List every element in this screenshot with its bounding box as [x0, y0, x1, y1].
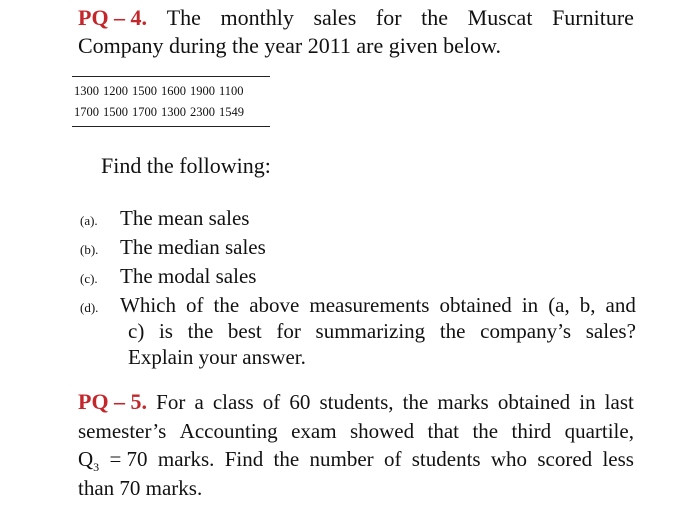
- table-cell: 1549: [219, 105, 244, 119]
- word: the: [187, 319, 214, 343]
- word: of: [186, 293, 204, 317]
- table-cell: 1300: [161, 105, 186, 119]
- word: b,: [579, 293, 596, 317]
- word: The: [166, 5, 201, 30]
- part-letter: (a).: [80, 213, 98, 228]
- table-row: [74, 102, 270, 123]
- q3-letter: Q: [78, 447, 94, 471]
- word: for: [276, 319, 301, 343]
- word: semester’s: [78, 418, 167, 443]
- part-letter: (d).: [80, 300, 99, 315]
- text-line: [120, 292, 636, 318]
- table-cell: 1200: [103, 84, 128, 98]
- word: number: [309, 447, 374, 471]
- word: students: [411, 447, 481, 471]
- word: class: [212, 390, 254, 414]
- word: Furniture: [552, 5, 634, 30]
- table-cell: 1700: [74, 105, 99, 119]
- table-cell: 1300: [74, 84, 99, 98]
- table-cell: 1700: [132, 105, 157, 119]
- table-cell: 1500: [103, 105, 128, 119]
- word: Accounting: [179, 418, 278, 443]
- table-row: [74, 81, 270, 102]
- word: the: [273, 447, 300, 471]
- word: marks.: [157, 447, 215, 471]
- word: less: [602, 447, 634, 471]
- table-cell: 1100: [219, 84, 244, 98]
- word: and: [605, 293, 636, 317]
- word: the: [439, 319, 466, 343]
- word: obtained: [439, 293, 512, 317]
- word: the: [402, 390, 429, 414]
- word: Find: [224, 447, 264, 471]
- word: company’s: [480, 319, 572, 343]
- word: is: [158, 319, 173, 343]
- word: exam: [291, 418, 337, 443]
- word: for: [375, 5, 402, 30]
- word: above: [249, 293, 300, 317]
- sales-data-table: [72, 76, 270, 127]
- word: who: [490, 447, 528, 471]
- word: = 70: [109, 447, 148, 471]
- word: sales?: [585, 319, 636, 343]
- list-item: [80, 263, 636, 292]
- text-line: [78, 417, 634, 446]
- q3-symbol: [78, 445, 99, 474]
- word: than 70 marks.: [78, 475, 203, 500]
- word: (a,: [548, 293, 570, 317]
- text-line: [78, 445, 634, 474]
- pq4-line-2: Company during the year 2011 are given below.: [78, 33, 501, 58]
- question-parts-list: [80, 205, 636, 370]
- word: summarizing: [315, 319, 426, 343]
- table-cell: 1600: [161, 84, 186, 98]
- word: best: [227, 319, 262, 343]
- list-item: [80, 234, 636, 263]
- word: students,: [319, 390, 394, 414]
- word: c): [128, 319, 145, 343]
- word: marks: [437, 390, 489, 414]
- instructions-text: Find the following:: [101, 153, 271, 178]
- word: the: [213, 293, 240, 317]
- part-letter: (b).: [80, 242, 99, 257]
- word: a: [194, 390, 204, 414]
- pq4-label: PQ – 4.: [78, 5, 148, 30]
- part-text: The mean sales: [120, 206, 250, 230]
- table-cell: 1900: [190, 84, 215, 98]
- word: monthly: [220, 5, 294, 30]
- part-letter: (c).: [80, 271, 98, 286]
- list-item: [80, 205, 636, 234]
- word: of: [262, 390, 281, 414]
- pq5-label: PQ – 5.: [78, 389, 148, 414]
- text-line: [120, 344, 636, 370]
- list-item: [80, 292, 636, 370]
- word: For: [156, 390, 186, 414]
- word: that: [427, 418, 460, 443]
- word: the: [421, 5, 449, 30]
- word: in: [579, 390, 596, 414]
- word: third: [511, 418, 552, 443]
- text-line: [78, 388, 634, 417]
- word: the: [472, 418, 499, 443]
- table-cell: 2300: [190, 105, 215, 119]
- text-line: [120, 318, 636, 344]
- word: Muscat: [467, 5, 533, 30]
- word: Which: [120, 293, 176, 317]
- part-text: The median sales: [120, 235, 266, 259]
- word: measurements: [309, 293, 430, 317]
- word: sales: [313, 5, 357, 30]
- word: quartile,: [564, 418, 634, 443]
- word: Explain your answer.: [128, 345, 306, 369]
- word: in: [521, 293, 539, 317]
- word: obtained: [497, 390, 571, 414]
- text-line: [78, 474, 634, 503]
- word: 60: [289, 390, 311, 414]
- part-text: [120, 292, 636, 370]
- part-text: The modal sales: [120, 264, 257, 288]
- pq4-question: [78, 4, 634, 60]
- word: of: [383, 447, 402, 471]
- word: showed: [349, 418, 415, 443]
- pq5-question: [78, 388, 634, 502]
- word: scored: [537, 447, 593, 471]
- word: last: [604, 390, 634, 414]
- pq4-line-1: [78, 4, 634, 32]
- q3-subscript: 3: [93, 460, 100, 475]
- table-cell: 1500: [132, 84, 157, 98]
